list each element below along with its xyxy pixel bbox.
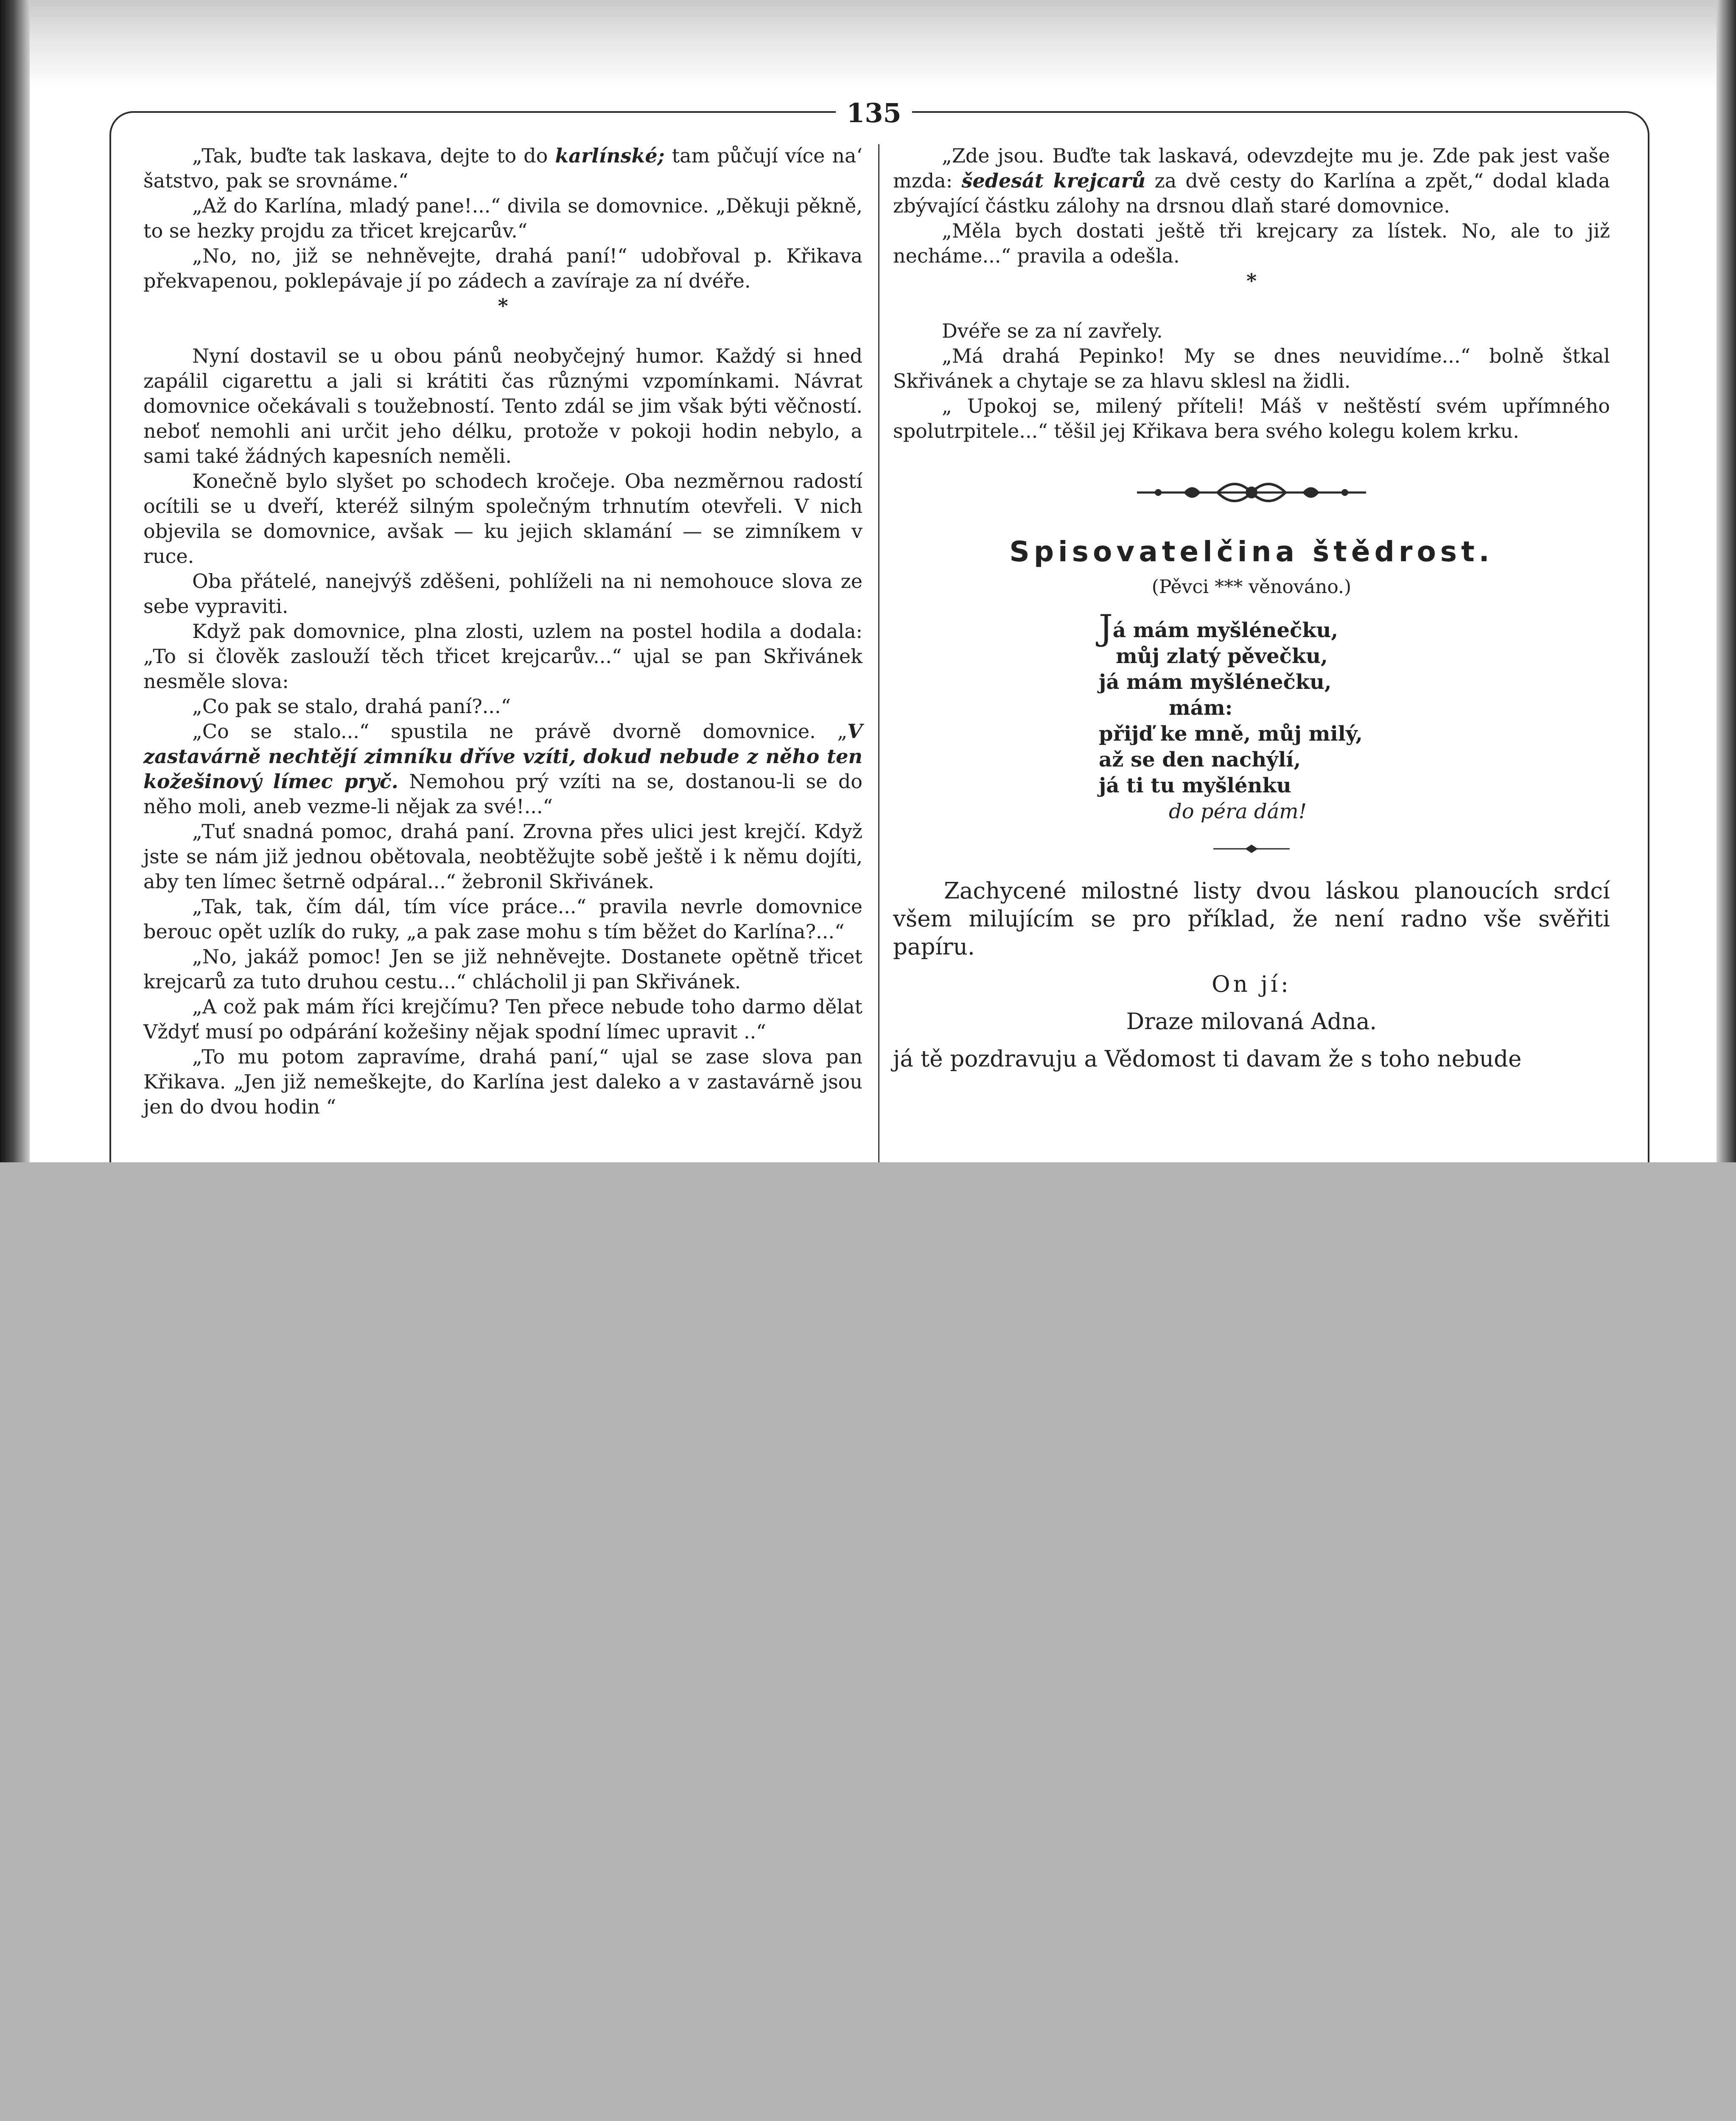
paragraph: Když pak domovnice, plna zlosti, uzlem na postel hodila a dodala: „To si člověk zaslouží těch třicet krejcarův...“ ujal se pan Skřivánek nesměle slova: [143,620,862,693]
paragraph: „Tuť snadná pomoc, drahá paní. Zrovna přes ulici jest krejčí. Když jste se nám již jednou obětovala, neobtěžujte sobě ještě i k němu dojíti, aby ten límec šetrně odpáral...“ žebronil Skřivánek. [143,820,862,893]
paragraph: „Až do Karlína, mladý pane!...“ divila se domovnice. „Děkuji pěkně, to se hezky projdu za třicet krejcarův.“ [143,194,862,242]
paragraph: Konečně bylo slyšet po schodech kročeje. Oba nezměrnou radostí ocítili se u dveří, kteréž silným společným trhnutím otevřeli. V nich objevila se domovnice, avšak — ku jejich sklamání — se zimníkem v ruce. [143,470,862,568]
letter-heading: On jí: [1212,971,1291,997]
paragraph: Dvéře se za ní zavřely. [942,319,1163,342]
letters-section [893,877,1610,1073]
paragraph: já tě pozdravuju a Vědomost ti davam že s toho nebude [893,1046,1522,1072]
paragraph: „No, jakáž pomoc! Jen se již nehněvejte. Dostanete opětně třicet krejcarů za tuto druhou cestu...“ chlácholil ji pan Skřivánek. [143,945,862,993]
right-column [893,143,1610,1073]
poem-dedication: (Pěvci *** věnováno.) [1151,576,1352,598]
letter-salutation: Draze milovaná Adna. [1126,1009,1377,1035]
scan-right-edge [1716,0,1736,1162]
paragraph: „Zde jsou. Buďte tak laskavá, odevzdejte mu je. Zde pak jest vaše mzda: šedesát krejcarů za dvě cesty do Karlína a zpět,“ dodal klada zbývající částku zálohy na drsnou dlaň staré domovnice. [893,144,1610,217]
poem-line: přijď ke mně, můj milý, [1099,722,1363,746]
column-divider [878,144,879,1162]
diamond-divider-icon [893,842,1610,855]
paragraph: „ Upokoj se, milený příteli! Máš v neštěstí svém upřímného spolutrpitele...“ těšil jej Křikava bera svého kolegu kolem krku. [893,395,1610,442]
paragraph: „A což pak mám říci krejčímu? Ten přece nebude toho darmo dělat Vždyť musí po odpárání kožešiny nějak spodní límec upravit ..“ [143,995,862,1043]
section-separator: * [1246,269,1257,292]
paragraph: Nyní dostavil se u obou pánů neobyčejný humor. Každý si hned zapálil cigarettu a jali si krátiti čas různými vzpomínkami. Návrat domovnice očekávali s toužebností. Tento zdál se jim však býti věčností. neboť nemohli ani určit jeho délku, protože v pokoji hodin nebylo, a sami také žádných kapesních neměli. [143,344,862,467]
paragraph: „Tak, tak, čím dál, tím více práce...“ pravila nevrle domovnice berouc opět uzlík do ruky, „a pak zase mohu s tím běžet do Karlína?...“ [143,895,862,943]
scan-left-edge [0,0,30,1162]
section-separator: * [498,294,508,317]
poem-line: já ti tu myšlénku [1099,774,1291,797]
poem [1099,608,1610,825]
paragraph: „Tak, buďte tak laskava, dejte to do karlínské; tam půčují více na‘ šatstvo, pak se srovnáme.“ [143,144,863,192]
paragraph: Oba přátelé, nanejvýš zděšeni, pohlíželi na ni nemohouce slova ze sebe vypraviti. [143,570,862,618]
poem-line: mám: [1169,696,1233,720]
poem-dropcap: J [1099,608,1113,648]
poem-line: do péra dám! [1169,800,1307,823]
scan-shadow [0,0,1736,89]
poem-line: já mám myšlénečku, [1099,670,1332,694]
paragraph: „Co pak se stalo, drahá paní?...“ [192,695,511,718]
poem-line: Já mám myšlénečku, [1099,608,1338,648]
poem-title: Spisovatelčina štědrost. [1009,535,1494,568]
poem-line: můj zlatý pěvečku, [1116,644,1328,668]
paragraph: Zachycené milostné listy dvou láskou planoucích srdcí všem milujícím se pro příklad, že není radno vše svěřiti papíru. [893,878,1610,960]
poem-line: až se den nachýlí, [1099,748,1301,772]
paragraph: „Má drahá Pepinko! My se dnes neuvidíme...“ bolně štkal Skřivánek a chytaje se za hlavu sklesl na židli. [893,344,1610,392]
page-number: 135 [836,94,912,132]
paragraph: „No, no, již se nehněvejte, drahá paní!“ udobřoval p. Křikava překvapenou, poklepávaje jí po zádech a zavíraje za ní dvéře. [143,244,862,292]
paragraph: „To mu potom zapravíme, drahá paní,“ ujal se zase slova pan Křikava. „Jen již nemeškejte, do Karlína jest daleko a v zastavárně jsou jen do dvou hodin “ [143,1045,862,1118]
floral-ornament-icon [893,473,1610,512]
left-column [143,143,862,1119]
paragraph: „Co se stalo...“ spustila ne právě dvorně domovnice. „V zastavárně nechtějí zimníku dříve vzíti, dokud nebude z něho ten kožešinový límec pryč. Nemohou prý vzíti na se, dostanou-li se do něho moli, aneb vezme-li nějak za své!...“ [143,720,862,818]
paragraph: „Měla bych dostati ještě tři krejcary za lístek. No, ale to již necháme...“ pravila a odešla. [893,219,1610,267]
